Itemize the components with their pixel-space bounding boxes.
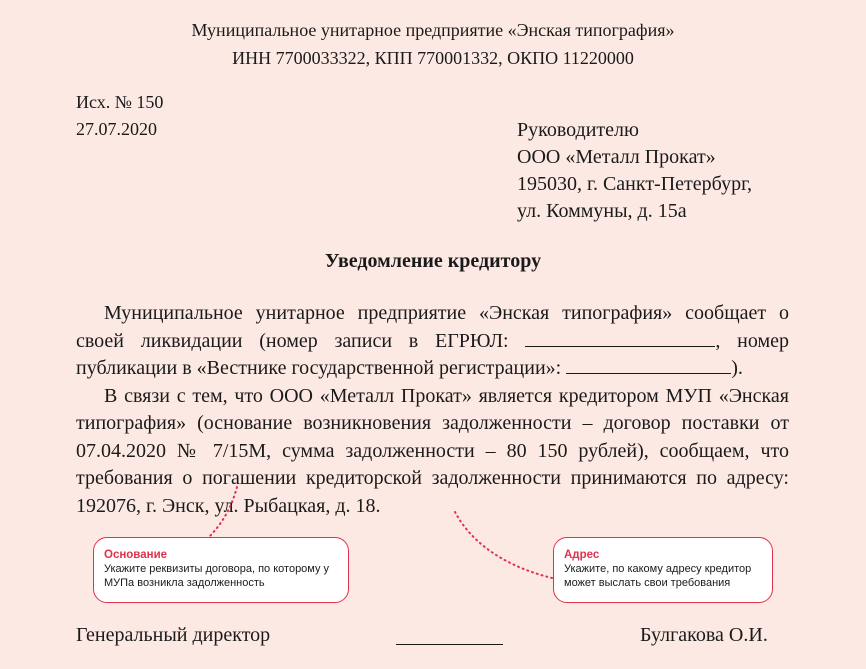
paragraph-text: Муниципальное унитарное предприятие «Энская типография» сообщает о своей ликвидации (номер записи в ЕГРЮЛ: [76, 302, 789, 352]
header-ids: ИНН 7700033322, КПП 770001332, ОКПО 11220000 [232, 48, 634, 68]
header-org: Муниципальное унитарное предприятие «Энская типография» [191, 20, 675, 40]
note-basis [93, 537, 349, 603]
note-basis-title: Основание [104, 549, 168, 561]
addressee-line: Руководителю [517, 119, 639, 141]
paragraph-debt: В связи с тем, что ООО «Металл Прокат» является кредитором МУП «Энская типография» (основание возникновения задолженности – договор поставки от 07.04.2020 № 7/15М, сумма задолженности – 80 150 рублей), сообщаем, что требования о погашении кредиторской задолженности принимаются по адресу: 192076, г. Энск, ул. Рыбацкая, д. 18. [76, 384, 789, 517]
connector-basis [210, 487, 237, 536]
outgoing-date: 27.07.2020 [76, 119, 157, 139]
signature-position: Генеральный директор [76, 624, 271, 646]
addressee-line: 195030, г. Санкт-Петербург, [517, 173, 753, 195]
note-address [553, 537, 773, 603]
signature-name: Булгакова О.И. [640, 624, 768, 646]
note-address-title: Адрес [564, 549, 600, 561]
outgoing-number: Исх. № 150 [76, 92, 164, 112]
addressee-line: ООО «Металл Прокат» [517, 146, 716, 168]
note-basis-text: Укажите реквизиты договора, по которому у МУПа возникла задолженность [104, 563, 330, 589]
note-address-text: Укажите, по какому адресу кредитор может выслать свои требования [564, 563, 752, 589]
addressee-line: ул. Коммуны, д. 15а [517, 200, 687, 222]
signature-line [396, 644, 503, 645]
paragraph-text: , номер публикации в «Вестнике государственной регистрации»: [76, 329, 789, 379]
connector-address [455, 512, 552, 578]
document-title: Уведомление кредитору [324, 250, 542, 272]
paragraph-text: ). [731, 357, 743, 379]
